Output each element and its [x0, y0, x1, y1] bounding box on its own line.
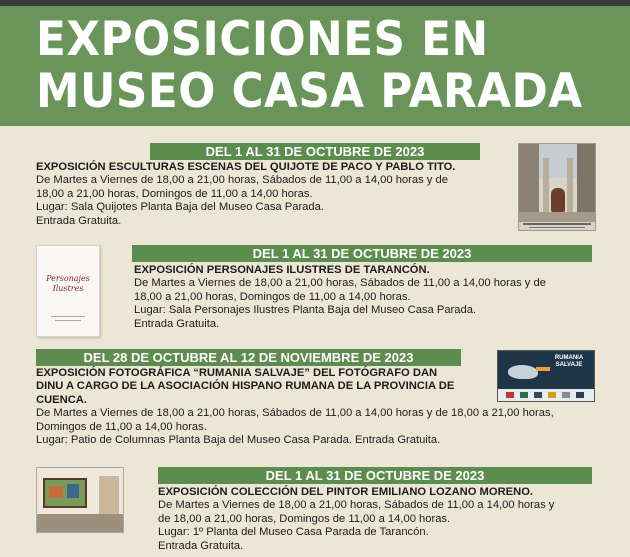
- exhibition-4-details: [158, 486, 554, 553]
- exhibition-2-location: Lugar: Sala Personajes Ilustres Planta Baja del Museo Casa Parada.: [134, 304, 477, 317]
- exhibition-4-date-band: DEL 1 AL 31 DE OCTUBRE DE 2023: [158, 467, 592, 484]
- museum-courtyard-photo: [518, 143, 596, 231]
- title-line-1: EXPOSICIONES EN: [36, 12, 489, 67]
- poster-title: RUMANIA SALVAJE: [554, 355, 584, 368]
- exhibition-4-title: EXPOSICIÓN COLECCIÓN DEL PINTOR EMILIANO LOZANO MORENO.: [158, 486, 534, 498]
- page-title: [36, 14, 582, 118]
- title-line-2: MUSEO CASA PARADA: [36, 64, 583, 119]
- exhibition-4-schedule-2: de 18,00 a 21,00 horas, Domingos de 11,00 a 14,00 horas.: [158, 512, 451, 525]
- exhibition-3-location: Lugar: Patio de Columnas Planta Baja del Museo Casa Parada. Entrada Gratuita.: [36, 434, 441, 447]
- exhibition-3-schedule-1: De Martes a Viernes de 18,00 a 21,00 horas, Sábados de 11,00 a 14,00 horas y de 18,00 a 21,00 horas,: [36, 407, 554, 420]
- booklet-title: Personajes Ilustres: [46, 274, 90, 293]
- exhibition-1-location: Lugar: Sala Quijotes Planta Baja del Museo Casa Parada.: [36, 201, 324, 214]
- exhibition-3-details: [36, 367, 554, 447]
- exhibition-3-schedule-2: Domingos de 11,00 a 14,00 horas.: [36, 420, 207, 433]
- exhibition-2-date-band: DEL 1 AL 31 DE OCTUBRE DE 2023: [132, 245, 592, 262]
- exhibition-4-schedule-1: De Martes a Viernes de 18,00 a 21,00 horas, Sábados de 11,00 a 14,00 horas y: [158, 499, 555, 512]
- exhibition-3-title-3: CUENCA.: [36, 393, 87, 406]
- exhibition-3-title-1: EXPOSICIÓN FOTOGRÁFICA “RUMANIA SALVAJE” DEL FOTÓGRAFO DAN: [36, 367, 438, 379]
- exhibition-4-location: Lugar: 1º Planta del Museo Casa Parada de Tarancón.: [158, 526, 429, 539]
- exhibition-1-entry: Entrada Gratuita.: [36, 214, 122, 227]
- exhibition-1-title: EXPOSICIÓN ESCULTURAS ESCENAS DEL QUIJOTE DE PACO Y PABLO TITO.: [36, 161, 456, 173]
- gallery-room-photo: [36, 467, 124, 533]
- exhibition-1-date-band: DEL 1 AL 31 DE OCTUBRE DE 2023: [150, 143, 480, 160]
- exhibition-2-details: [134, 264, 546, 331]
- exhibition-4-entry: Entrada Gratuita.: [158, 539, 244, 552]
- exhibition-2-schedule-2: 18,00 a 21,00 horas, Domingos de 11,00 a 14,00 horas.: [134, 290, 411, 303]
- exhibition-2-schedule-1: De Martes a Viernes de 18,00 a 21,00 horas, Sábados de 11,00 a 14,00 horas y de: [134, 277, 546, 290]
- exhibition-1-details: [36, 161, 455, 228]
- exhibition-2-entry: Entrada Gratuita.: [134, 317, 220, 330]
- exhibition-1-schedule-2: 18,00 a 21,00 horas, Domingos de 11,00 a 14,00 horas.: [36, 187, 313, 200]
- personajes-ilustres-booklet: [36, 245, 100, 337]
- exhibition-2-title: EXPOSICIÓN PERSONAJES ILUSTRES DE TARANCÓN.: [134, 264, 430, 276]
- exhibition-3-title-2: DINU A CARGO DE LA ASOCIACIÓN HISPANO RUMANA DE LA PROVINCIA DE: [36, 380, 455, 393]
- exhibition-3-date-band: DEL 28 DE OCTUBRE AL 12 DE NOVIEMBRE DE 2023: [36, 349, 461, 366]
- rumania-salvaje-poster: [497, 350, 595, 402]
- exhibition-1-schedule-1: De Martes a Viernes de 18,00 a 21,00 horas, Sábados de 11,00 a 14,00 horas y de: [36, 174, 448, 187]
- page-header: [0, 6, 630, 126]
